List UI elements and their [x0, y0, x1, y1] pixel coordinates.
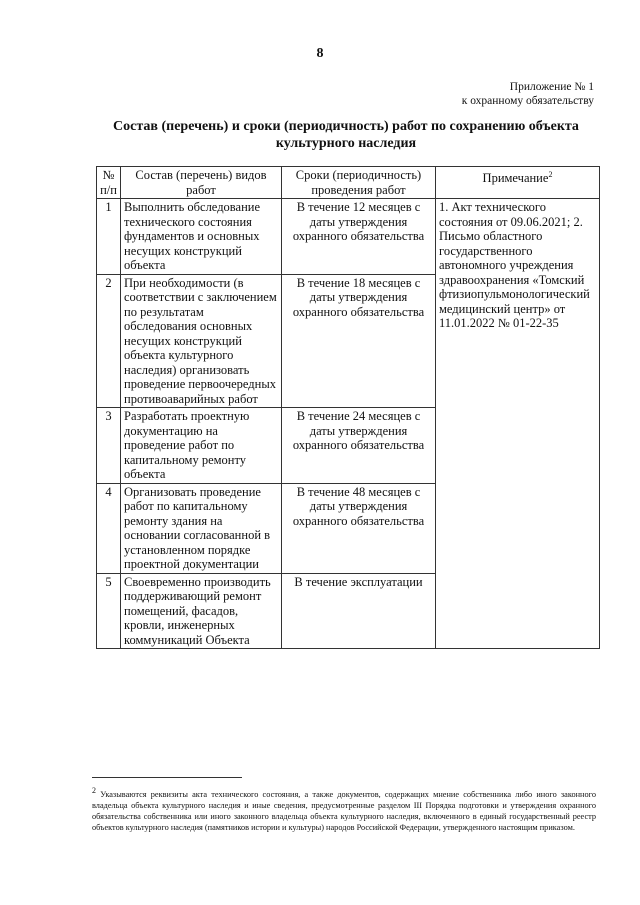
- footnote-divider: [92, 777, 242, 778]
- appendix-caption: [462, 80, 594, 108]
- row-term: В течение эксплуатации: [282, 573, 436, 649]
- row-composition: Организовать проведение работ по капитальному ремонту здания на основании согласованной в установленном порядке проектной документации: [121, 483, 282, 573]
- works-table: [96, 166, 600, 649]
- header-note-label: Примечание: [482, 171, 549, 186]
- appendix-line-1: Приложение № 1: [509, 81, 594, 93]
- header-note: [436, 167, 600, 199]
- header-term: Сроки (периодичность) проведения работ: [282, 167, 436, 199]
- appendix-line-2: к охранному обязательству: [461, 95, 594, 107]
- document-title-line-2: культурного наследия: [275, 136, 417, 151]
- document-title: [96, 118, 596, 152]
- row-term: В течение 48 месяцев с даты утверждения охранного обязательства: [282, 483, 436, 573]
- footnote-text: Указываются реквизиты акта технического состояния, а также документов, содержащих мнение собственника либо иного законного владельца объекта культурного наследия и иные сведения, предусмотренные разделом III Порядка подготовки и утверждения охранного обязательства собственника или иного законного владельца объекта культурного наследия, включенного в единый государственный реестр объектов культурного наследия (памятников истории и культуры) народов Российской Федерации, утвержденного настоящим приказом.: [92, 789, 596, 832]
- table-header-row: [97, 167, 600, 199]
- row-note: 1. Акт технического состояния от 09.06.2021; 2. Письмо областного государственного автономного учреждения здравоохранения «Томский фтизиопульмонологический медицинский центр» от 11.01.2022 № 01-22-35: [436, 199, 600, 649]
- row-term: В течение 24 месяцев с даты утверждения охранного обязательства: [282, 408, 436, 484]
- row-num: 1: [97, 199, 121, 275]
- document-title-line-1: Состав (перечень) и сроки (периодичность) работ по сохранению объекта: [113, 119, 579, 134]
- row-num: 4: [97, 483, 121, 573]
- row-composition: Своевременно производить поддерживающий ремонт помещений, фасадов, кровли, инженерных коммуникаций Объекта: [121, 573, 282, 649]
- row-num: 2: [97, 274, 121, 408]
- header-num: № п/п: [97, 167, 121, 199]
- page-number: 8: [316, 46, 324, 61]
- row-composition: Выполнить обследование технического состояния фундаментов и основных несущих конструкций объекта: [121, 199, 282, 275]
- row-term: В течение 12 месяцев с даты утверждения охранного обязательства: [282, 199, 436, 275]
- footnote-ref: 2: [548, 170, 553, 179]
- header-composition: Состав (перечень) видов работ: [121, 167, 282, 199]
- row-num: 5: [97, 573, 121, 649]
- row-composition: При необходимости (в соответствии с заключением по результатам обследования основных несущих конструкций объекта культурного наследия) организовать проведение первоочередных противоаварийных работ: [121, 274, 282, 408]
- footnote: [92, 785, 596, 833]
- row-term: В течение 18 месяцев с даты утверждения охранного обязательства: [282, 274, 436, 408]
- row-composition: Разработать проектную документацию на проведение работ по капитальному ремонту объекта: [121, 408, 282, 484]
- table-row: [97, 199, 600, 275]
- footnote-marker: 2: [92, 786, 96, 795]
- row-num: 3: [97, 408, 121, 484]
